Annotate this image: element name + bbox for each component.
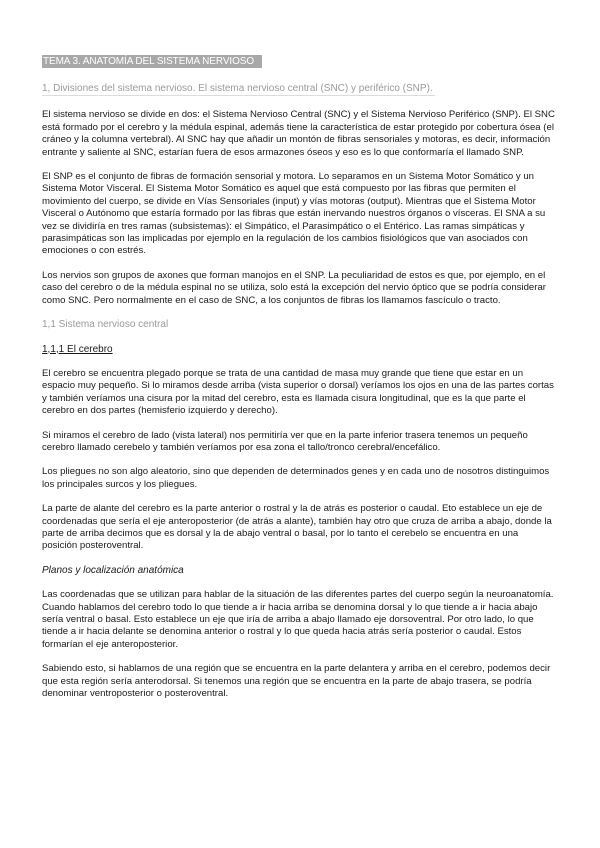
paragraph-cerebro-3: Los pliegues no son algo aleatorio, sino que dependen de determinados genes y en cada uno de nosotros distinguimos los principales surcos y los pliegues. <box>42 466 550 490</box>
subsection-heading: 1,1 Sistema nervioso central <box>42 319 169 331</box>
paragraph-planos-2: Sabiendo esto, si hablamos de una región que se encuentra en la parte delantera y arriba en el cerebro, podemos decir que esta región sería anterodorsal. Si tenemos una región que se encuentra en la parte de abajo trasera, se podría denominar ventroposterior o posteroventral. <box>42 663 551 700</box>
document-title: TEMA 3. ANATOMÍA DEL SISTEMA NERVIOSO <box>42 55 262 68</box>
paragraph-cerebro-4: La parte de alante del cerebro es la parte anterior o rostral y la de atrás es posterior o caudal. Eto establece un eje de coordenadas que sería el eje anteroposterior (de atrás a alante), también hay otro que cruza de arriba a abajo, donde la parte de arriba decimos que es dorsal y la de abajo ventral o basal, por lo tanto el cerebelo se encuentra en una posición posteroventral. <box>42 503 552 552</box>
subsubsection-heading: 1,1,1 El cerebro <box>42 343 113 355</box>
italic-heading: Planos y localización anatómica <box>42 564 184 576</box>
paragraph-intro-1: El sistema nervioso se divide en dos: el Sistema Nervioso Central (SNC) y el Sistema Nervioso Periférico (SNP). El SNC está formado por el cerebro y la médula espinal, además tiene la característica de estar protegido por cobertura ósea (el cráneo y la columna vertebral). Al SNC hay que añadir un montón de fibras sensoriales y motoras, es decir, información entrante y saliente al SNC, estarían fuera de esos armazones óseos y eso es lo que conformaría el llamado SNP. <box>42 109 555 158</box>
paragraph-planos-1: Las coordenadas que se utilizan para hablar de la situación de las diferentes partes del cuerpo según la neuroanatomía. Cuando hablamos del cerebro todo lo que tiende a ir hacia arriba se denomina dorsal y lo que tiende a ir hacia abajo sería ventral o basal. Esto establece un eje que iría de arriba a abajo llamado eje dorsoventral. Por otro lado, lo que tiende a ir hacia delante se denomina anterior o rostral y lo que queda hacia atrás sería posterior o caudal. Estos formarían el eje anteroposterior. <box>42 589 554 650</box>
paragraph-intro-2: El SNP es el conjunto de fibras de formación sensorial y motora. Lo separamos en un Sistema Motor Somático y un Sistema Motor Visceral. El Sistema Motor Somático es aquel que está compuesto por las fibras que permiten el movimiento del cuerpo, se divide en Vías Sensoriales (input) y vías motoras (output). Mientras que el Sistema Motor Visceral o Autónomo que estaría formado por las fibras que están inervando nuestros órganos o vísceras. El SNA a su vez se dividiría en tres ramas (subsistemas): el Simpático, el Parasimpático o el Entérico. Las ramas simpáticas y parasimpáticas son las implicadas por ejemplo en la regulación de los cambios fisiológicos que van asociados con emociones o con estrés. <box>42 171 546 257</box>
document-page <box>42 55 556 700</box>
paragraph-intro-3: Los nervios son grupos de axones que forman manojos en el SNP. La peculiaridad de estos es que, por ejemplo, en el caso del cerebro o de la médula espinal no se utiliza, solo está la excepción del nervio óptico que se podría considerar como SNC. Pero normalmente en el caso de SNC, a los conjuntos de fibras los llamamos fascículo o tracto. <box>42 269 546 306</box>
paragraph-cerebro-1: El cerebro se encuentra plegado porque se trata de una cantidad de masa muy grande que tiene que estar en un espacio muy pequeño. Si lo miramos desde arriba (vista superior o dorsal) veríamos los ojos en una de las partes cortas y también veríamos una cisura por la mitad del cerebro, esta es llamada cisura longitudinal, que es la que parte el cerebro en dos partes (hemisferio izquierdo y derecho). <box>42 367 554 417</box>
paragraph-cerebro-2: Si miramos el cerebro de lado (vista lateral) nos permitiría ver que en la parte inferior trasera tenemos un pequeño cerebro llamado cerebelo y también veríamos por esa zona el tallo/tronco cerebral/encefálico. <box>42 429 528 453</box>
section-heading: 1, Divisiones del sistema nervioso. El sistema nervioso central (SNC) y periférico (SNP). <box>42 83 433 95</box>
